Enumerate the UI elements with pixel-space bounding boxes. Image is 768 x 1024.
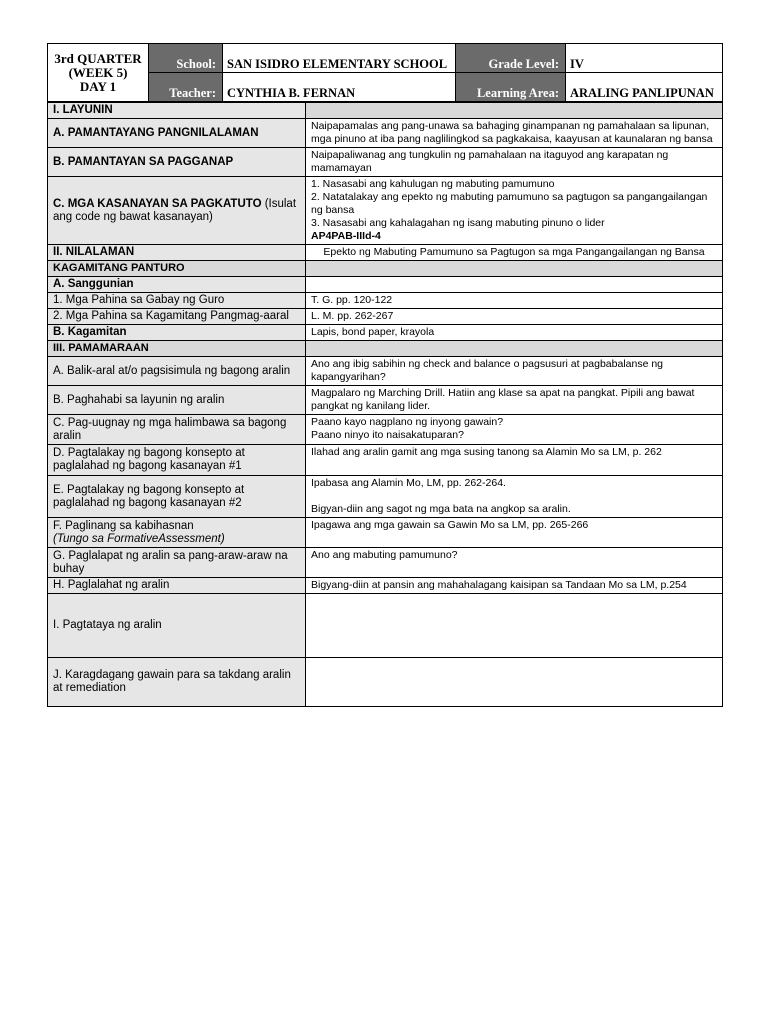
- pamantayan-pagganap-value: Naipapaliwanag ang tungkulin ng pamahalaan na itaguyod ang karapatan ng mamamayan: [306, 148, 723, 177]
- paglalahat-value: Bigyang-diin at pansin ang mahahalagang kaisipan sa Tandaan Mo sa LM, p.254: [306, 578, 723, 594]
- learning-area-label: Learning Area:: [456, 73, 566, 102]
- karagdagang-gawain-value: [306, 658, 723, 707]
- kasanayan-label-rest: (Isulat ang code ng bawat kasanayan): [53, 197, 297, 223]
- school-label: School:: [149, 44, 223, 73]
- kagamitang-panturo-blank: [306, 261, 723, 277]
- learning-area-value: ARALING PANLIPUNAN: [566, 73, 723, 102]
- pag-uugnay-value: [306, 415, 723, 445]
- paghahabi-label: B. Paghahabi sa layunin ng aralin: [48, 386, 306, 415]
- quarter-line2: (WEEK 5): [68, 64, 128, 80]
- kasanayan-item-2: 2. Natatalakay ang epekto ng mabuting pamumuno sa pagtugon sa pangangailangan ng bansa: [311, 191, 708, 216]
- teacher-value: CYNTHIA B. FERNAN: [223, 73, 456, 102]
- pag-uugnay-value-2: Paano ninyo ito naisakatuparan?: [311, 429, 464, 441]
- pagtalakay-1-label: D. Pagtalakay ng bagong konsepto at paglalahad ng bagong kasanayan #1: [48, 445, 306, 476]
- pamantayang-pangnilalaman-label: A. PAMANTAYANG PANGNILALAMAN: [48, 119, 306, 148]
- kagamitan-label: B. Kagamitan: [48, 325, 306, 341]
- pamantayang-pangnilalaman-value: Naipapamalas ang pang-unawa sa bahaging ginampanan ng pamahalaan sa lipunan, mga pinuno at iba pang naglilingkod sa pagkakaisa, kaayusan at kaunalaran ng bansa: [306, 119, 723, 148]
- kasanayan-item-3: 3. Nasasabi ang kahalagahan ng isang mabuting pinuno o lider: [311, 217, 605, 229]
- sanggunian-blank: [306, 277, 723, 293]
- pagtalakay-2-value: [306, 476, 723, 518]
- pagtataya-value: [306, 594, 723, 658]
- paglinang-value: Ipagawa ang mga gawain sa Gawin Mo sa LM, pp. 265-266: [306, 518, 723, 548]
- gabay-guro-label: 1. Mga Pahina sa Gabay ng Guro: [48, 293, 306, 309]
- pamantayan-pagganap-label: B. PAMANTAYAN SA PAGGANAP: [48, 148, 306, 177]
- pamamaraan-blank: [306, 341, 723, 357]
- kagamitang-pangmag-aaral-label: 2. Mga Pahina sa Kagamitang Pangmag-aaral: [48, 309, 306, 325]
- kasanayan-value: [306, 177, 723, 245]
- nilalaman-label: II. NILALAMAN: [48, 245, 306, 261]
- paglinang-label: [48, 518, 306, 548]
- kasanayan-code: AP4PAB-IIId-4: [311, 230, 381, 242]
- header-table: [47, 43, 723, 102]
- sanggunian-label: A. Sanggunian: [48, 277, 306, 293]
- school-value: SAN ISIDRO ELEMENTARY SCHOOL: [223, 44, 456, 73]
- pagtataya-label: I. Pagtataya ng aralin: [48, 594, 306, 658]
- teacher-label: Teacher:: [149, 73, 223, 102]
- layunin-heading: I. LAYUNIN: [48, 103, 306, 119]
- grade-value: IV: [566, 44, 723, 73]
- karagdagang-gawain-label: J. Karagdagang gawain para sa takdang aralin at remediation: [48, 658, 306, 707]
- lesson-plan-table: [47, 102, 723, 707]
- pagtalakay-2-label: E. Pagtalakay ng bagong konsepto at paglalahad ng bagong kasanayan #2: [48, 476, 306, 518]
- balik-aral-value: Ano ang ibig sabihin ng check and balance o pagsusuri at pagbabalanse ng kapangyarihan?: [306, 357, 723, 386]
- nilalaman-value: Epekto ng Mabuting Pamumuno sa Pagtugon sa mga Pangangailangan ng Bansa: [306, 245, 723, 261]
- layunin-blank: [306, 103, 723, 119]
- quarter-line3: DAY 1: [79, 78, 117, 94]
- pag-uugnay-label: C. Pag-uugnay ng mga halimbawa sa bagong aralin: [48, 415, 306, 445]
- balik-aral-label: A. Balik-aral at/o pagsisimula ng bagong aralin: [48, 357, 306, 386]
- kagamitang-panturo-heading: KAGAMITANG PANTURO: [48, 261, 306, 277]
- gabay-guro-value: T. G. pp. 120-122: [306, 293, 723, 309]
- paglalapat-value: Ano ang mabuting pamumuno?: [306, 548, 723, 578]
- kagamitang-pangmag-aaral-value: L. M. pp. 262-267: [306, 309, 723, 325]
- pagtalakay-2-value-2: Bigyan-diin ang sagot ng mga bata na angkop sa aralin.: [311, 503, 571, 515]
- pagtalakay-2-spacer: [311, 490, 717, 503]
- paglalahat-label: H. Paglalahat ng aralin: [48, 578, 306, 594]
- grade-label: Grade Level:: [456, 44, 566, 73]
- pamamaraan-heading: III. PAMAMARAAN: [48, 341, 306, 357]
- quarter-cell: [48, 44, 149, 102]
- kasanayan-item-1: 1. Nasasabi ang kahulugan ng mabuting pamumuno: [311, 178, 555, 190]
- kasanayan-label-bold: C. MGA KASANAYAN SA PAGKATUTO: [53, 197, 262, 210]
- paglalapat-label: G. Paglalapat ng aralin sa pang-araw-araw na buhay: [48, 548, 306, 578]
- pag-uugnay-value-1: Paano kayo nagplano ng inyong gawain?: [311, 416, 504, 428]
- kasanayan-label: [48, 177, 306, 245]
- kagamitan-value: Lapis, bond paper, krayola: [306, 325, 723, 341]
- pagtalakay-2-value-1: Ipabasa ang Alamin Mo, LM, pp. 262-264.: [311, 477, 506, 489]
- paglinang-label-main: F. Paglinang sa kabihasnan: [53, 519, 194, 532]
- pagtalakay-1-value: Ilahad ang aralin gamit ang mga susing tanong sa Alamin Mo sa LM, p. 262: [306, 445, 723, 476]
- quarter-line1: 3rd QUARTER: [54, 50, 142, 66]
- paghahabi-value: Magpalaro ng Marching Drill. Hatiin ang klase sa apat na pangkat. Pipili ang bawat pangkat ng kanilang lider.: [306, 386, 723, 415]
- paglinang-label-sub: (Tungo sa FormativeAssessment): [53, 532, 225, 545]
